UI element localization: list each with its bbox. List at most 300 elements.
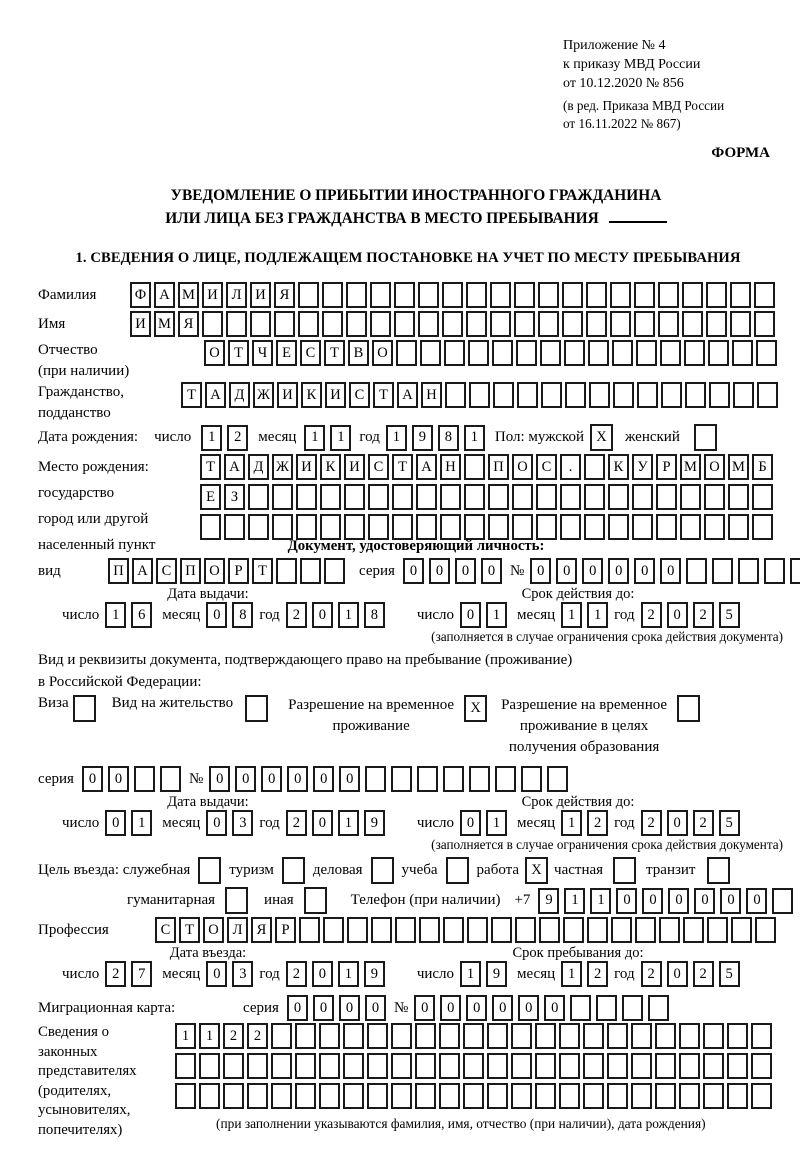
char-cell (658, 282, 679, 308)
char-cell (439, 1083, 460, 1109)
char-cell (368, 514, 389, 540)
char-cell: 0 (235, 766, 256, 792)
title-blank-line (609, 207, 667, 223)
visa-label: Виза (38, 695, 69, 711)
char-cell (445, 382, 466, 408)
sex-male-checkbox (590, 424, 613, 451)
char-cell (631, 1053, 652, 1079)
char-cell (656, 514, 677, 540)
char-cell: 0 (667, 602, 688, 628)
char-cell: 0 (492, 995, 513, 1021)
char-cell: 0 (481, 558, 502, 584)
residence-issue-year-cells (286, 810, 385, 836)
char-cell (562, 311, 583, 337)
char-cell (521, 766, 542, 792)
char-cell: 0 (105, 810, 126, 836)
char-cell: М (154, 311, 175, 337)
char-cell (559, 1083, 580, 1109)
char-cell (392, 484, 413, 510)
doc-number-cells (530, 558, 800, 584)
char-cell (419, 917, 440, 943)
char-cell: Н (440, 454, 461, 480)
char-cell (322, 282, 343, 308)
char-cell (631, 1023, 652, 1049)
migration-series-label: серия (243, 999, 279, 1016)
char-cell: Р (228, 558, 249, 584)
char-cell: М (178, 282, 199, 308)
birth-day-cells (201, 425, 248, 451)
char-cell: П (180, 558, 201, 584)
residence-issue-month-cells (206, 810, 253, 836)
char-cell: 0 (667, 961, 688, 987)
char-cell: К (608, 454, 629, 480)
char-cell (655, 1083, 676, 1109)
char-cell (535, 1023, 556, 1049)
char-cell (584, 514, 605, 540)
year-label: год (359, 429, 380, 445)
char-cell: Т (181, 382, 202, 408)
char-cell (764, 558, 785, 584)
char-cell: Ж (272, 454, 293, 480)
char-cell: 0 (313, 766, 334, 792)
char-cell (611, 917, 632, 943)
char-cell: С (300, 340, 321, 366)
char-cell (295, 1023, 316, 1049)
char-cell (175, 1053, 196, 1079)
char-cell (684, 340, 705, 366)
char-cell (247, 1083, 268, 1109)
char-cell (704, 514, 725, 540)
annex-revision-line: от 16.11.2022 № 867) (563, 116, 681, 131)
char-cell: 0 (339, 995, 360, 1021)
char-cell (416, 514, 437, 540)
char-cell (344, 514, 365, 540)
char-cell (754, 282, 775, 308)
char-cell: Н (421, 382, 442, 408)
char-cell (442, 282, 463, 308)
char-cell: С (368, 454, 389, 480)
char-cell (686, 558, 707, 584)
purpose-other-cell (304, 887, 327, 914)
residence-doc-intro: Вид и реквизиты документа, подтверждающего право на пребывание (проживание) в Российской Федерации: (38, 652, 573, 690)
char-cell (160, 766, 181, 792)
char-cell: Т (252, 558, 273, 584)
char-cell (658, 311, 679, 337)
char-cell: А (132, 558, 153, 584)
char-cell (511, 1023, 532, 1049)
char-cell (276, 558, 297, 584)
char-cell (320, 514, 341, 540)
char-cell (608, 514, 629, 540)
char-cell (515, 917, 536, 943)
char-cell (300, 558, 321, 584)
char-cell (610, 311, 631, 337)
birth-date-label: Дата рождения: (38, 429, 139, 445)
char-cell (622, 995, 643, 1021)
char-cell: 0 (460, 810, 481, 836)
char-cell (703, 1083, 724, 1109)
identity-issue-date: число 1 6 месяц 0 8 год 2 0 1 8 (62, 602, 385, 628)
sex-male-label: Пол: мужской (494, 429, 585, 445)
char-cell (199, 1083, 220, 1109)
char-cell: 2 (587, 810, 608, 836)
char-cell (415, 1053, 436, 1079)
char-cell: 2 (641, 810, 662, 836)
char-cell: 0 (261, 766, 282, 792)
sex-female-label: женский (625, 429, 680, 445)
char-cell: 9 (364, 961, 385, 987)
residence-expiry-month-cells (561, 810, 608, 836)
purpose-transit-checkbox (707, 857, 730, 884)
char-cell (343, 1023, 364, 1049)
char-cell: 1 (464, 425, 485, 451)
char-cell: 3 (232, 810, 253, 836)
char-cell (298, 282, 319, 308)
char-cell (679, 1023, 700, 1049)
char-cell: 0 (339, 766, 360, 792)
char-cell (733, 382, 754, 408)
char-cell: 6 (131, 602, 152, 628)
char-cell (560, 484, 581, 510)
char-cell: И (344, 454, 365, 480)
char-cell (199, 1053, 220, 1079)
char-cell: . (560, 454, 581, 480)
char-cell (367, 1053, 388, 1079)
residence-permit-cell (245, 695, 268, 722)
char-cell (751, 1023, 772, 1049)
residence-doc-date-labels: Дата выдачи: Срок действия до: (167, 794, 635, 810)
char-cell: 1 (304, 425, 325, 451)
char-cell: 2 (693, 961, 714, 987)
char-cell: 1 (338, 810, 359, 836)
char-cell (540, 340, 561, 366)
birth-place-row2-cells (200, 484, 773, 510)
valid-until-label: Срок действия до: (521, 586, 635, 602)
char-cell: М (728, 454, 749, 480)
char-cell (223, 1083, 244, 1109)
purpose-private-checkbox (613, 857, 636, 884)
char-cell: А (154, 282, 175, 308)
char-cell: 0 (206, 810, 227, 836)
char-cell (514, 311, 535, 337)
char-cell: 0 (694, 888, 715, 914)
char-cell (444, 340, 465, 366)
char-cell: А (397, 382, 418, 408)
char-cell: 0 (206, 602, 227, 628)
char-cell (343, 1083, 364, 1109)
char-cell: 0 (414, 995, 435, 1021)
char-cell (608, 484, 629, 510)
char-cell: Т (373, 382, 394, 408)
char-cell (727, 1023, 748, 1049)
char-cell (538, 282, 559, 308)
char-cell: Т (179, 917, 200, 943)
char-cell: К (301, 382, 322, 408)
char-cell (584, 484, 605, 510)
phone-label: Телефон (при наличии) (350, 892, 501, 908)
residence-permit-label: Вид на жительство (111, 695, 234, 711)
sex-female-cell (694, 424, 717, 451)
char-cell: К (320, 454, 341, 480)
sex-male-cell: X (590, 424, 613, 451)
char-cell (442, 311, 463, 337)
stay-until-label: Срок пребывания до: (512, 945, 644, 961)
char-cell: 2 (247, 1023, 268, 1049)
char-cell (751, 1083, 772, 1109)
purpose-transit-cell (707, 857, 730, 884)
expiry-day-cells (460, 602, 507, 628)
char-cell: 0 (82, 766, 103, 792)
char-cell: 1 (338, 602, 359, 628)
char-cell (635, 917, 656, 943)
purpose-other-label: иная (264, 892, 294, 908)
char-cell (320, 484, 341, 510)
patronymic-cells (204, 340, 777, 366)
char-cell (728, 484, 749, 510)
char-cell: И (130, 311, 151, 337)
residence-issue-day-cells (105, 810, 152, 836)
char-cell (607, 1053, 628, 1079)
purpose-study-cell (446, 857, 469, 884)
char-cell (420, 340, 441, 366)
char-cell (493, 382, 514, 408)
char-cell: 2 (641, 602, 662, 628)
purpose-study-label: учеба (401, 862, 438, 878)
char-cell (564, 340, 585, 366)
char-cell (679, 1083, 700, 1109)
char-cell: 0 (312, 602, 333, 628)
char-cell (730, 311, 751, 337)
legal-reps-row3-cells (175, 1083, 772, 1109)
char-cell: О (512, 454, 533, 480)
temp-residence-checkbox (464, 695, 487, 722)
char-cell: 1 (590, 888, 611, 914)
char-cell: Е (276, 340, 297, 366)
char-cell: 0 (108, 766, 129, 792)
char-cell (298, 311, 319, 337)
char-cell (541, 382, 562, 408)
char-cell: О (203, 917, 224, 943)
annex-header (563, 36, 800, 133)
char-cell: П (108, 558, 129, 584)
issue-date-label: Дата выдачи: (167, 586, 249, 602)
char-cell: 0 (460, 602, 481, 628)
char-cell: Л (227, 917, 248, 943)
char-cell: 0 (403, 558, 424, 584)
char-cell (466, 282, 487, 308)
char-cell (752, 484, 773, 510)
char-cell (367, 1083, 388, 1109)
char-cell (752, 514, 773, 540)
char-cell (731, 917, 752, 943)
char-cell (440, 484, 461, 510)
char-cell (417, 766, 438, 792)
entry-date-label: Дата въезда: (169, 945, 247, 961)
entry-day-cells (105, 961, 152, 987)
char-cell (704, 484, 725, 510)
char-cell: Е (200, 484, 221, 510)
char-cell (607, 1023, 628, 1049)
char-cell: А (205, 382, 226, 408)
doc-kind-cells (108, 558, 345, 584)
restriction-note: (заполняется в случае ограничения срока действия документа) (431, 837, 783, 852)
char-cell (416, 484, 437, 510)
char-cell (296, 484, 317, 510)
char-cell (464, 514, 485, 540)
char-cell (371, 917, 392, 943)
char-cell: И (296, 454, 317, 480)
residence-permit-checkbox (245, 695, 268, 722)
char-cell (730, 282, 751, 308)
char-cell (511, 1053, 532, 1079)
name-label: Имя (38, 315, 66, 332)
char-cell (703, 1053, 724, 1079)
char-cell (655, 1053, 676, 1079)
identity-doc-heading: Документ, удостоверяющий личность: (287, 538, 545, 554)
char-cell (247, 1053, 268, 1079)
citizenship-cells (181, 382, 778, 408)
purpose-private-cell (613, 857, 636, 884)
char-cell: 1 (175, 1023, 196, 1049)
char-cell (440, 514, 461, 540)
char-cell (632, 484, 653, 510)
birth-month-cells (304, 425, 351, 451)
residence-expiry-year-cells (641, 810, 740, 836)
char-cell (634, 282, 655, 308)
char-cell: 1 (486, 810, 507, 836)
char-cell (394, 282, 415, 308)
char-cell: 0 (582, 558, 603, 584)
doc-kind-label: вид (38, 562, 61, 579)
char-cell: 0 (429, 558, 450, 584)
char-cell: И (202, 282, 223, 308)
char-cell (583, 1023, 604, 1049)
char-cell (224, 514, 245, 540)
legal-reps-rows (175, 1023, 772, 1109)
char-cell (443, 766, 464, 792)
char-cell (490, 282, 511, 308)
char-cell (538, 311, 559, 337)
char-cell: 9 (486, 961, 507, 987)
char-cell (565, 382, 586, 408)
surname-cells (130, 282, 775, 308)
char-cell (607, 1083, 628, 1109)
char-cell (661, 382, 682, 408)
char-cell (634, 311, 655, 337)
char-cell (656, 484, 677, 510)
char-cell (487, 1053, 508, 1079)
char-cell (539, 917, 560, 943)
char-cell (469, 382, 490, 408)
char-cell (703, 1023, 724, 1049)
char-cell (370, 282, 391, 308)
edu-residence-label: Разрешение на временное проживание в целях получения образования (501, 697, 668, 755)
doc-number-label: № (509, 562, 525, 579)
char-cell (175, 1083, 196, 1109)
char-cell (683, 917, 704, 943)
char-cell (487, 1083, 508, 1109)
issue-day-cells (105, 602, 152, 628)
char-cell (708, 340, 729, 366)
form-label: ФОРМА (711, 145, 770, 161)
char-cell: Ф (130, 282, 151, 308)
purpose-official-cell (198, 857, 221, 884)
phone-prefix: +7 (514, 892, 531, 908)
char-cell (491, 917, 512, 943)
char-cell: 0 (642, 888, 663, 914)
title-line2: ИЛИ ЛИЦА БЕЗ ГРАЖДАНСТВА В МЕСТО ПРЕБЫВАНИЯ (38, 207, 794, 230)
char-cell: 8 (438, 425, 459, 451)
char-cell (680, 514, 701, 540)
legal-reps-row1-cells (175, 1023, 772, 1049)
char-cell (464, 454, 485, 480)
char-cell (636, 340, 657, 366)
annex-line: Приложение № 4 (563, 38, 666, 53)
char-cell (536, 484, 557, 510)
char-cell: 0 (440, 995, 461, 1021)
char-cell: 2 (693, 602, 714, 628)
char-cell: 1 (460, 961, 481, 987)
char-cell: 5 (719, 602, 740, 628)
char-cell (463, 1083, 484, 1109)
char-cell (757, 382, 778, 408)
purpose-tourism-checkbox (282, 857, 305, 884)
char-cell (511, 1083, 532, 1109)
char-cell (655, 1023, 676, 1049)
char-cell: Т (228, 340, 249, 366)
char-cell (586, 311, 607, 337)
char-cell (467, 917, 488, 943)
char-cell: 2 (693, 810, 714, 836)
doc-series-cells (403, 558, 502, 584)
section1-heading: 1. СВЕДЕНИЯ О ЛИЦЕ, ПОДЛЕЖАЩЕМ ПОСТАНОВКЕ НА УЧЕТ ПО МЕСТУ ПРЕБЫВАНИЯ (75, 250, 741, 266)
purpose-work-label: работа (476, 862, 520, 878)
char-cell (439, 1053, 460, 1079)
char-cell (751, 1053, 772, 1079)
char-cell: 0 (312, 810, 333, 836)
purpose-humanitarian-label: гуманитарная (127, 892, 216, 908)
char-cell: 2 (286, 961, 307, 987)
document-title (38, 184, 794, 230)
char-cell (464, 484, 485, 510)
char-cell: Д (248, 454, 269, 480)
char-cell (347, 917, 368, 943)
char-cell (583, 1053, 604, 1079)
identity-expiry-date: число 0 1 месяц 1 1 год 2 0 2 5 (417, 602, 740, 628)
char-cell: Р (656, 454, 677, 480)
purpose-private-label: частная (554, 862, 604, 878)
residence-issue-date: число 0 1 месяц 0 3 год 2 0 1 9 (62, 810, 385, 836)
char-cell: Т (324, 340, 345, 366)
char-cell (488, 514, 509, 540)
char-cell: 1 (386, 425, 407, 451)
purpose-humanitarian-checkbox (225, 887, 248, 914)
char-cell: Б (752, 454, 773, 480)
char-cell: С (156, 558, 177, 584)
char-cell (631, 1083, 652, 1109)
char-cell: И (250, 282, 271, 308)
purpose-work-cell: X (525, 857, 548, 884)
visa-checkbox (73, 695, 96, 722)
char-cell: С (536, 454, 557, 480)
char-cell: О (204, 340, 225, 366)
char-cell: 2 (587, 961, 608, 987)
char-cell (490, 311, 511, 337)
char-cell (272, 484, 293, 510)
char-cell: В (348, 340, 369, 366)
char-cell: 2 (286, 810, 307, 836)
purpose-humanitarian-cell (225, 887, 248, 914)
